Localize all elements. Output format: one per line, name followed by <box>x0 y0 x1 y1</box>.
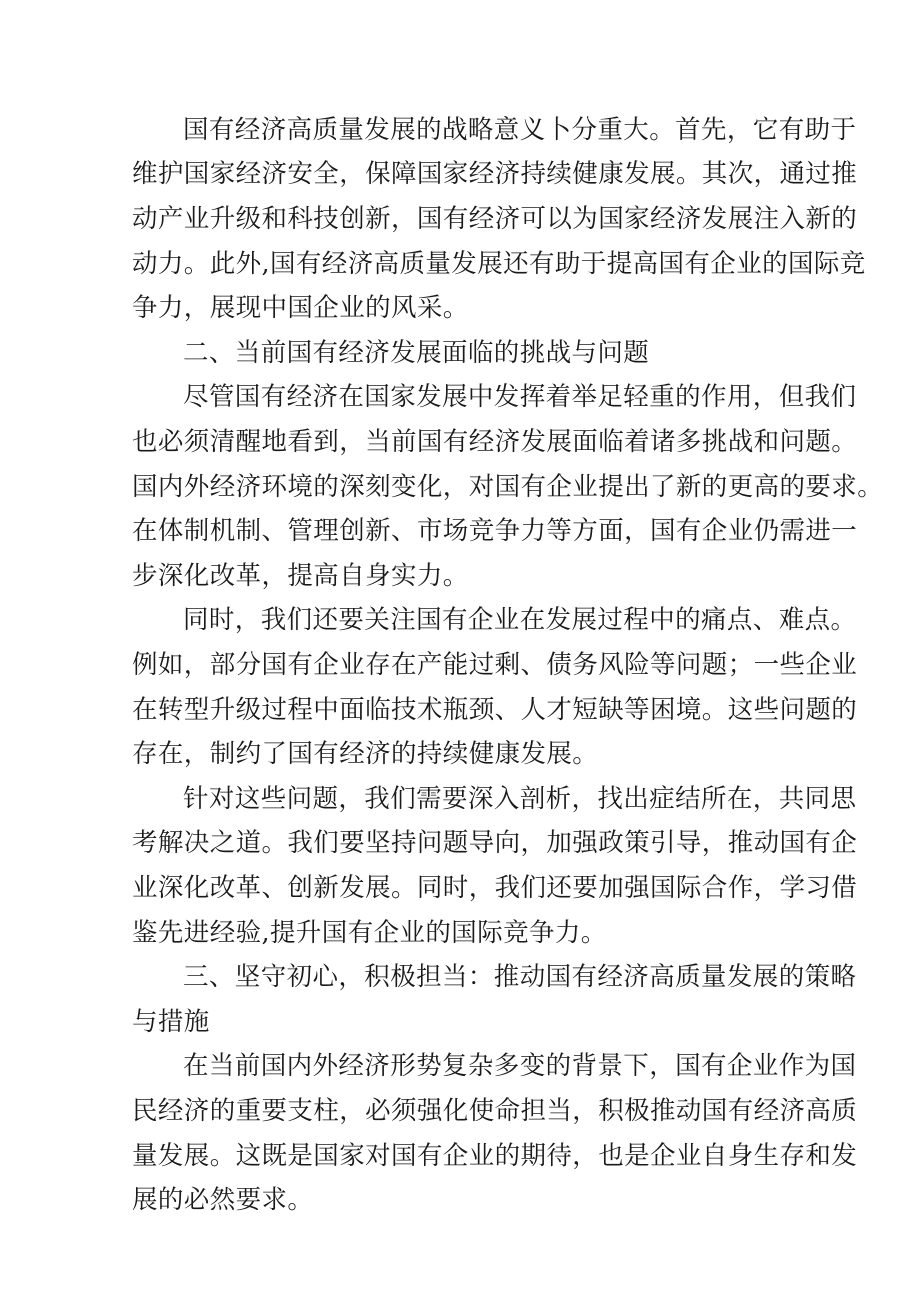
text-line: 步深化改革，提高自身实力。 <box>132 561 469 591</box>
text-line: 在体制机制、管理创新、市场竞争力等方面，国有企业仍需进一 <box>132 516 858 546</box>
text-line: 尽管国有经济在国家发展中发挥着举足轻重的作用，但我们 <box>183 382 857 412</box>
text-line: 针对这些问题，我们需要深入剖析，找出症结所在，共同思 <box>183 784 857 814</box>
text-line: 争力，展现中国企业的风采。 <box>132 293 469 323</box>
text-line: 动产业升级和科技创新，国有经济可以为国家经济发展注入新的 <box>132 204 858 234</box>
text-line: 也必须清醒地看到，当前国有经济发展面临着诸多挑战和问题。 <box>132 427 858 457</box>
section-heading: 二、当前国有经济发展面临的挑战与问题 <box>183 338 650 368</box>
text-line: 量发展。这既是国家对国有企业的期待，也是企业自身生存和发 <box>132 1141 858 1171</box>
text-line: 动力。此外,国有经济高质量发展还有助于提高国有企业的国际竞 <box>132 249 866 279</box>
section-heading: 三、坚守初心，积极担当：推动国有经济高质量发展的策略 <box>183 962 857 992</box>
text-line: 维护国家经济安全，保障国家经济持续健康发展。其次，通过推 <box>132 159 858 189</box>
text-line: 在转型升级过程中面临技术瓶颈、人才短缺等困境。这些问题的 <box>132 695 858 725</box>
text-line: 在当前国内外经济形势复杂多变的背景下，国有企业作为国 <box>183 1051 857 1081</box>
text-line: 存在，制约了国有经济的持续健康发展。 <box>132 739 599 769</box>
text-line: 展的必然要求。 <box>132 1185 314 1215</box>
text-line: 业深化改革、创新发展。同时，我们还要加强国际合作，学习借 <box>132 873 858 903</box>
text-line: 例如，部分国有企业存在产能过剩、债务风险等问题；一些企业 <box>132 650 858 680</box>
text-line: 同时，我们还要关注国有企业在发展过程中的痛点、难点。 <box>183 605 857 635</box>
text-line: 国内外经济环境的深刻变化，对国有企业提出了新的更高的要求。 <box>132 472 884 502</box>
text-line: 民经济的重要支柱，必须强化使命担当，积极推动国有经济高质 <box>132 1096 858 1126</box>
text-line: 鉴先进经验,提升国有企业的国际竞争力。 <box>132 918 607 948</box>
section-heading: 与措施 <box>132 1007 210 1037</box>
text-line: 考解决之道。我们要坚持问题导向，加强政策引导，推动国有企 <box>132 828 858 858</box>
text-line: 国有经济高质量发展的战略意义卜分重大。首先，它有助于 <box>183 115 857 145</box>
